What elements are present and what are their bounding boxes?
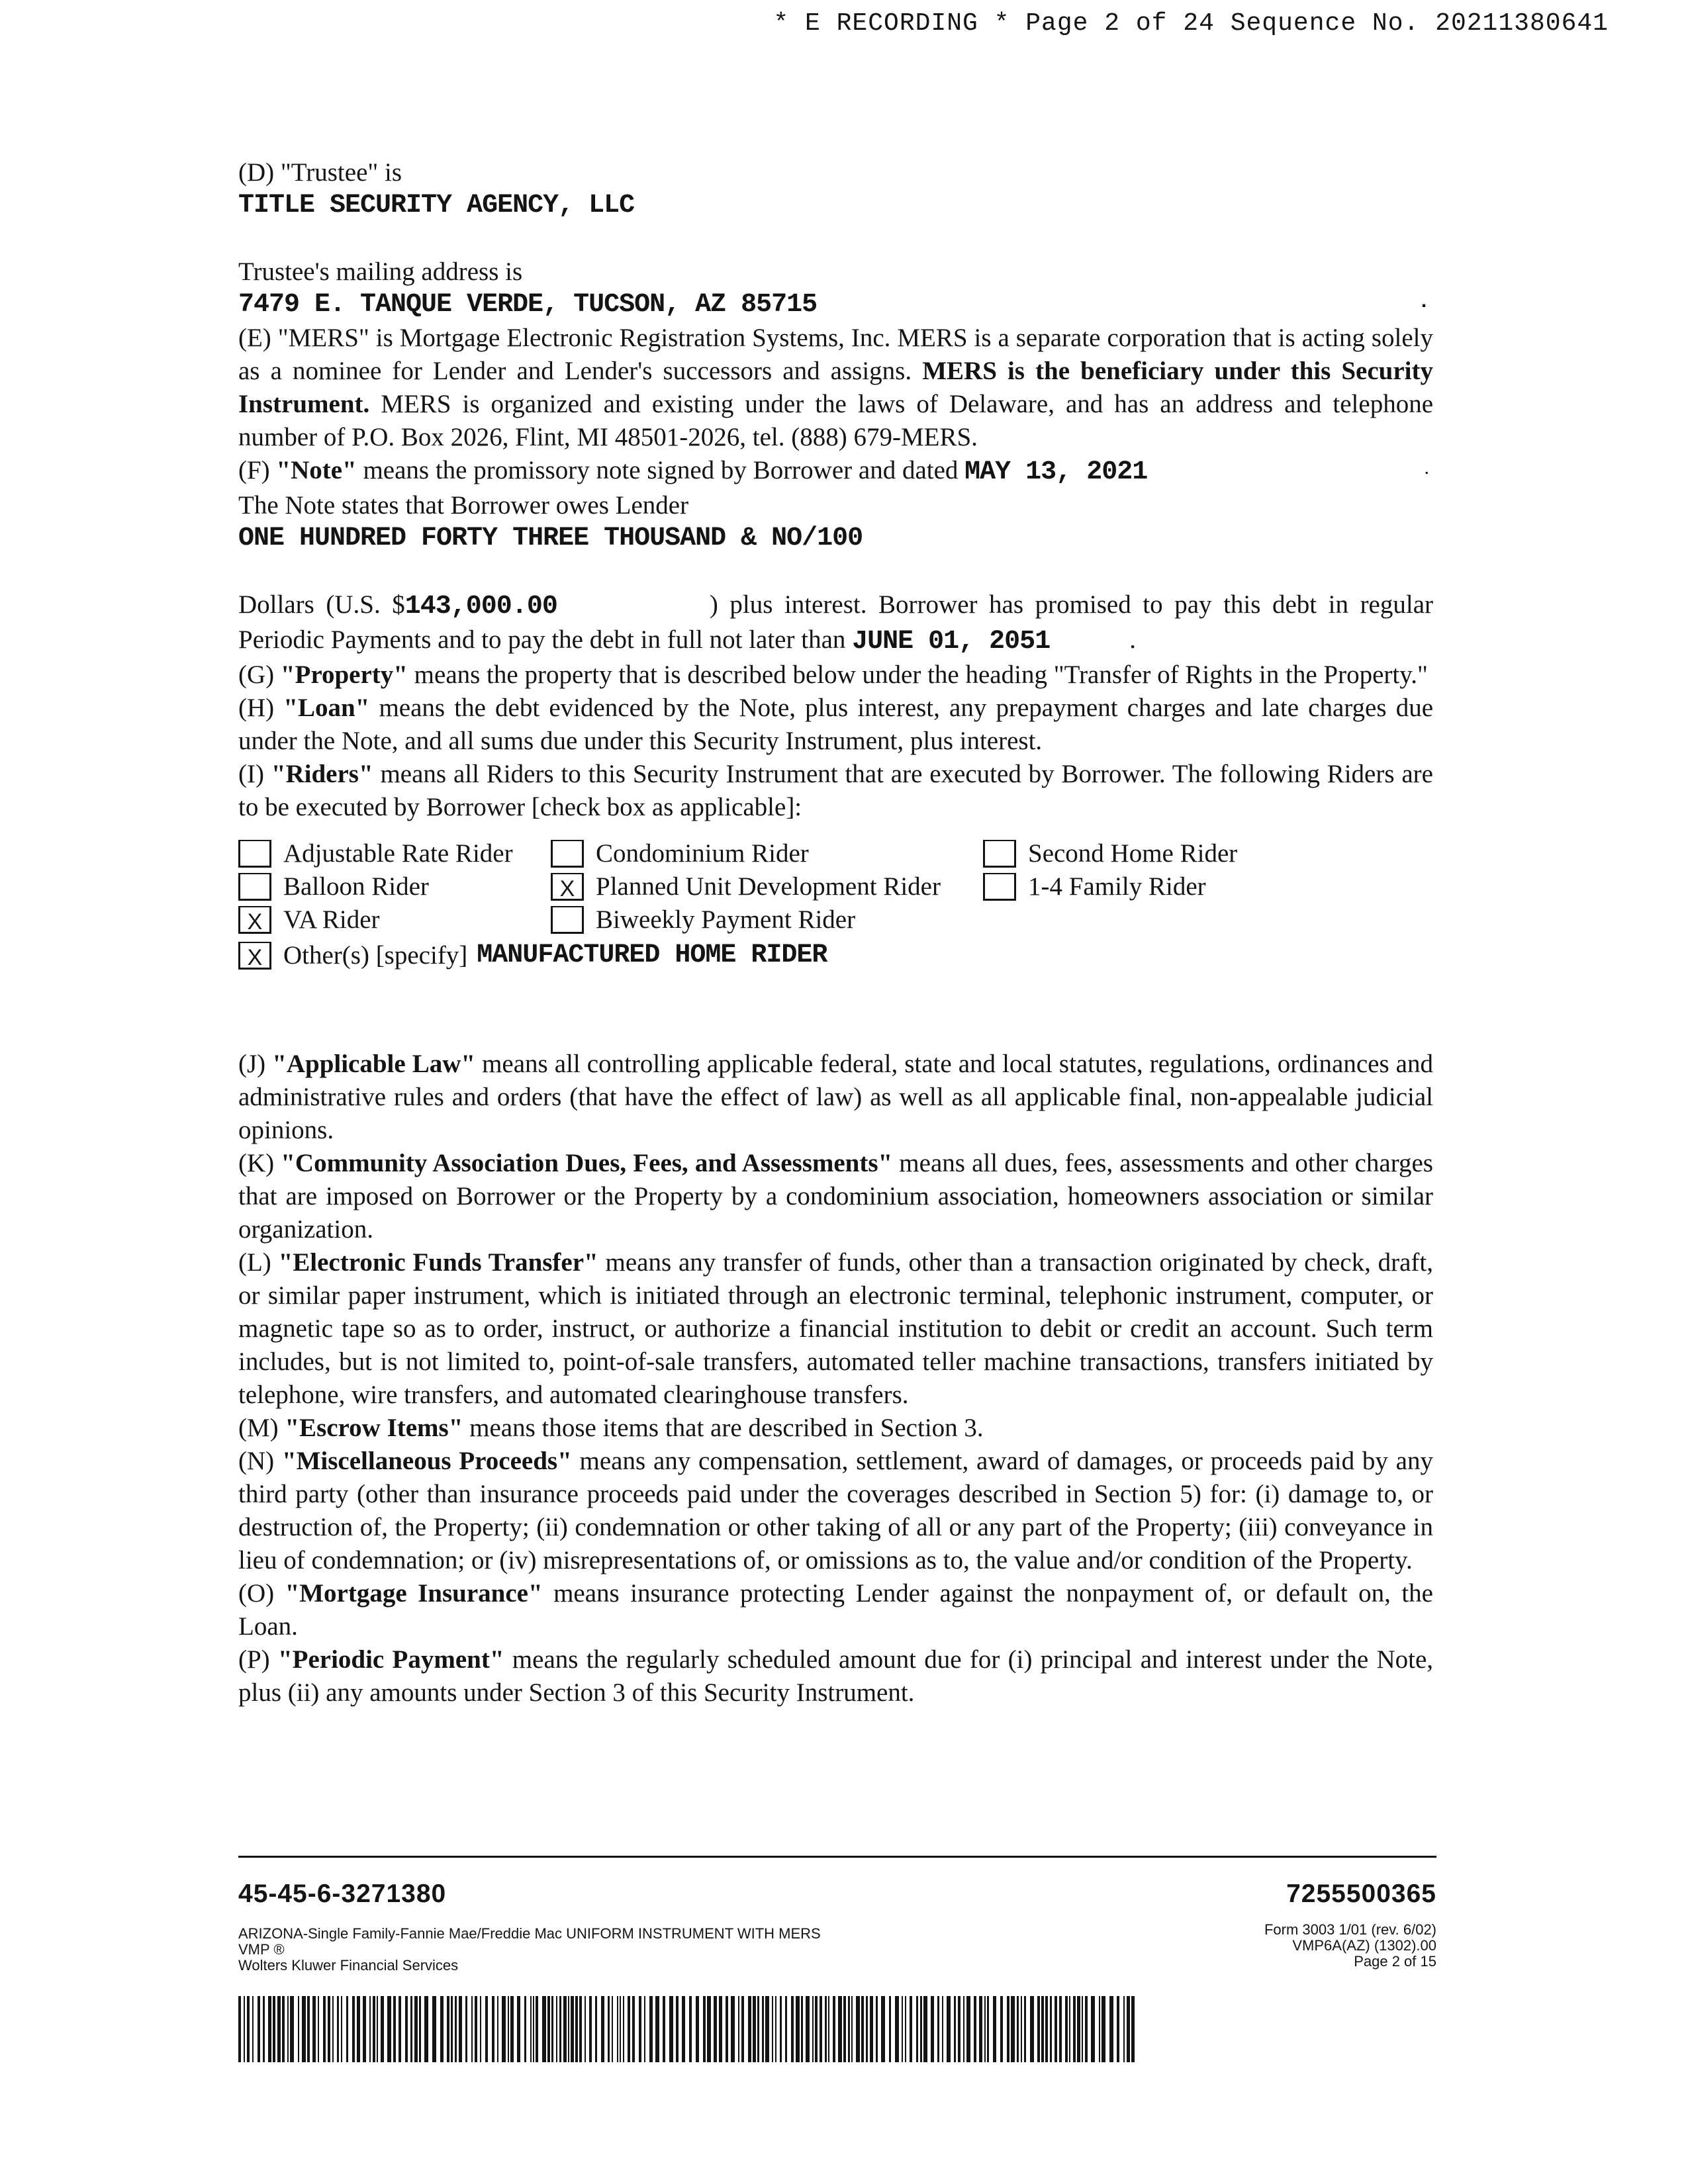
definition-text: means all controlling applicable federal, state and local statutes, regulations, ordinances and administrative rules and orders (that have the effect of law) as well as all applicable final, non-appealable judicial opinions. — [238, 1050, 1433, 1144]
barcode-bar — [497, 1996, 498, 2062]
barcode-bar — [703, 1996, 706, 2062]
barcode-bar — [1024, 1996, 1026, 2062]
barcode-bar — [332, 1996, 334, 2062]
barcode-bar — [1099, 1996, 1100, 2062]
barcode-bar — [923, 1996, 927, 2062]
barcode-bar — [533, 1996, 534, 2062]
barcode-bar — [663, 1996, 665, 2062]
barcode-bar — [856, 1996, 860, 2062]
barcode-bar — [738, 1996, 739, 2062]
definition-label: (N) — [238, 1447, 282, 1475]
form-identifier — [1264, 1922, 1436, 1970]
barcode-bar — [942, 1996, 943, 2062]
barcode-bar — [328, 1996, 330, 2062]
definition-label: (K) — [238, 1149, 281, 1177]
footer-line: Page 2 of 15 — [1354, 1953, 1436, 1970]
footer-line: Wolters Kluwer Financial Services — [238, 1957, 459, 1974]
barcode-bar — [341, 1996, 342, 2062]
definition-term: "Riders" — [271, 760, 373, 788]
definition-label: (P) — [238, 1645, 278, 1674]
barcode-bar — [676, 1996, 679, 2062]
definition-text: means insurance protecting Lender against the nonpayment of, or default on, the Loan. — [238, 1579, 1433, 1641]
maturity-end: . — [1129, 625, 1136, 654]
barcode-bar — [851, 1996, 853, 2062]
rider-option — [551, 870, 941, 903]
barcode-bar — [547, 1996, 550, 2062]
dollars-prefix: Dollars (U.S. $ — [238, 590, 405, 619]
barcode-bar — [931, 1996, 934, 2062]
barcode-bar — [1102, 1996, 1105, 2062]
barcode-bar — [1007, 1996, 1009, 2062]
barcode-bar — [302, 1996, 306, 2062]
definition-paragraph — [238, 1643, 1433, 1709]
definitions-top — [238, 659, 1433, 824]
barcode-bar — [377, 1996, 378, 2062]
barcode-bar — [1011, 1996, 1015, 2062]
barcode-bar — [465, 1996, 467, 2062]
barcode-bar — [731, 1996, 735, 2062]
barcode-bar — [741, 1996, 744, 2062]
barcode-bar — [889, 1996, 891, 2062]
barcode-bar — [424, 1996, 428, 2062]
rider-option — [551, 837, 809, 870]
definition-term: "Periodic Payment" — [277, 1645, 504, 1674]
barcode-bar — [399, 1996, 401, 2062]
rider-checkbox[interactable] — [551, 840, 584, 868]
footer-line: Form 3003 1/01 (rev. 6/02) — [1264, 1921, 1436, 1938]
barcode-bar — [405, 1996, 408, 2062]
barcode-bar — [1055, 1996, 1057, 2062]
rider-option — [238, 870, 429, 903]
note-owes: The Note states that Borrower owes Lender — [238, 491, 689, 520]
barcode-bar — [1021, 1996, 1022, 2062]
barcode-bar — [1085, 1996, 1088, 2062]
rider-specify-value: MANUFACTURED HOME RIDER — [477, 940, 827, 970]
definition-paragraph — [238, 1246, 1433, 1412]
definition-label: (G) — [238, 660, 281, 689]
definition-term: "Escrow Items" — [285, 1414, 463, 1442]
check-mark: X — [247, 909, 263, 934]
definition-paragraph — [238, 692, 1433, 758]
barcode-bar — [825, 1996, 827, 2062]
trustee-section — [238, 156, 1433, 322]
rider-label: Other(s) [specify] — [283, 941, 468, 970]
barcode-bar — [632, 1996, 635, 2062]
page-footer — [238, 1856, 1436, 1974]
barcode-bar — [247, 1996, 250, 2062]
barcode-bar — [238, 1996, 241, 2062]
barcode-bar — [290, 1996, 294, 2062]
barcode-bar — [714, 1996, 717, 2062]
barcode-bar — [579, 1996, 582, 2062]
barcode-bar — [524, 1996, 526, 2062]
rider-option — [238, 837, 513, 870]
barcode-bar — [1037, 1996, 1040, 2062]
definition-text: means the regularly scheduled amount due for (i) principal and interest under the Note, plus (ii) any amounts under Section 3 of this Security Instrument. — [238, 1645, 1434, 1707]
rider-checkbox[interactable] — [983, 840, 1016, 868]
barcode-bar — [669, 1996, 673, 2062]
note-amount: 143,000.00 — [404, 592, 557, 621]
rider-label: VA Rider — [283, 905, 380, 934]
rider-label: Adjustable Rate Rider — [283, 839, 513, 868]
barcode-bar — [753, 1996, 756, 2062]
barcode-bar — [796, 1996, 800, 2062]
barcode-bar — [542, 1996, 546, 2062]
rider-checkbox[interactable] — [551, 906, 584, 934]
note-date: MAY 13, 2021 — [964, 457, 1148, 487]
barcode-bar — [748, 1996, 751, 2062]
barcode-bar — [689, 1996, 692, 2062]
barcode-bar — [905, 1996, 906, 2062]
barcode-bar — [1069, 1996, 1070, 2062]
barcode-bar — [870, 1996, 873, 2062]
barcode-bar — [1041, 1996, 1044, 2062]
definition-paragraph — [238, 659, 1433, 692]
barcode-bar — [1045, 1996, 1048, 2062]
barcode-bar — [958, 1996, 961, 2062]
barcode-bar — [451, 1996, 453, 2062]
barcode-bar — [620, 1996, 621, 2062]
barcode-bar — [726, 1996, 728, 2062]
trustee-name: TITLE SECURITY AGENCY, LLC — [238, 191, 635, 220]
barcode-bar — [1109, 1996, 1113, 2062]
rider-checkbox[interactable] — [983, 873, 1016, 901]
barcode-bar — [559, 1996, 561, 2062]
rider-checkbox[interactable] — [238, 840, 271, 868]
barcode-bar — [987, 1996, 989, 2062]
definition-text: means the debt evidenced by the Note, plus interest, any prepayment charges and late charges due under the Note, and all sums due under this Security Instrument, plus interest. — [238, 694, 1433, 755]
rider-label: Biweekly Payment Rider — [596, 905, 856, 934]
definition-text: means all dues, fees, assessments and other charges that are imposed on Borrower or the Property by a condominium association, homeowners association or similar organization. — [238, 1149, 1433, 1244]
barcode-bar — [551, 1996, 553, 2062]
barcode-bar — [881, 1996, 885, 2062]
barcode-bar — [277, 1996, 281, 2062]
barcode-bar — [719, 1996, 722, 2062]
barcode-bar — [510, 1996, 514, 2062]
barcode-bar — [815, 1996, 818, 2062]
barcode-bar — [485, 1996, 488, 2062]
barcode-bar — [649, 1996, 653, 2062]
barcode-bar — [979, 1996, 982, 2062]
note-definition: (F) "Note" means the promissory note signed by Borrower and dated MAY 13, 2021 . — [238, 456, 1429, 487]
definition-term: "Miscellaneous Proceeds" — [281, 1447, 572, 1475]
document-body — [238, 156, 1433, 1709]
barcode-bar — [517, 1996, 520, 2062]
rider-label: Balloon Rider — [283, 872, 429, 901]
barcode-bar — [765, 1996, 769, 2062]
definition-label: (L) — [238, 1248, 279, 1277]
definition-term: "Mortgage Insurance" — [285, 1579, 543, 1608]
form-description — [238, 1926, 821, 1974]
definitions-list — [238, 1048, 1433, 1709]
definition-paragraph — [238, 1412, 1433, 1445]
note-maturity: JUNE 01, 2051 — [852, 627, 1051, 657]
barcode-bar — [866, 1996, 868, 2062]
rider-checkbox[interactable] — [238, 906, 271, 934]
barcode-bar — [571, 1996, 574, 2062]
barcode-bar — [432, 1996, 436, 2062]
barcode-bar — [757, 1996, 759, 2062]
barcode-bar — [1059, 1996, 1062, 2062]
barcode-bar — [963, 1996, 964, 2062]
mers-definition — [238, 322, 1433, 454]
barcode-bar — [419, 1996, 421, 2062]
rider-label: 1-4 Family Rider — [1028, 872, 1206, 901]
note-amount-line — [238, 588, 1433, 659]
definition-paragraph — [238, 1048, 1433, 1147]
barcode-bar — [273, 1996, 275, 2062]
barcode-bar — [1091, 1996, 1095, 2062]
barcode-bar — [861, 1996, 864, 2062]
barcode-bar — [447, 1996, 449, 2062]
reference-number: 7255500365 — [1286, 1880, 1436, 1908]
barcode-bar — [252, 1996, 254, 2062]
definition-label: (O) — [238, 1579, 285, 1608]
barcode-bar — [707, 1996, 711, 2062]
barcode-bar — [1082, 1996, 1083, 2062]
rider-option — [983, 870, 1206, 903]
barcode-bar — [910, 1996, 912, 2062]
barcode-bar — [828, 1996, 829, 2062]
barcode-bar — [644, 1996, 645, 2062]
barcode-bar — [337, 1996, 339, 2062]
barcode-bar — [318, 1996, 319, 2062]
definition-label: (I) — [238, 760, 271, 788]
barcode-bar — [492, 1996, 494, 2062]
barcode-bar — [258, 1996, 260, 2062]
barcode-bar — [414, 1996, 418, 2062]
barcode-bar — [357, 1996, 360, 2062]
note-term: "Note" — [276, 456, 357, 484]
definition-text: means any compensation, settlement, award of damages, or proceeds paid by any third party (other than insurance proceeds paid under the coverages described in Section 5) for: (i) damage to, or destruction of, the Property; (ii) condemnation or other taking of all or any part of the Property; (iii) conveyance in lieu of condemnation; or (iv) misrepresentations of, or omissions as to, the value and/or condition of the Property. — [238, 1447, 1433, 1574]
barcode-bar — [682, 1996, 685, 2062]
barcode-bar — [639, 1996, 641, 2062]
rider-checkbox[interactable] — [238, 873, 271, 901]
rider-option — [238, 939, 827, 972]
barcode-bar — [263, 1996, 265, 2062]
barcode-bar — [775, 1996, 776, 2062]
trustee-address: 7479 E. TANQUE VERDE, TUCSON, AZ 85715 . — [238, 290, 1429, 320]
definition-term: "Electronic Funds Transfer" — [278, 1248, 598, 1277]
barcode-bar — [323, 1996, 326, 2062]
check-mark: X — [559, 876, 575, 901]
barcode-bar — [966, 1996, 970, 2062]
barcode-bar — [954, 1996, 956, 2062]
barcode-bar — [1073, 1996, 1076, 2062]
note-text: means the promissory note signed by Borrower and dated — [356, 456, 965, 484]
definition-paragraph — [238, 758, 1433, 824]
riders-checklist — [238, 837, 1433, 975]
trustee-mailing-label: Trustee's mailing address is — [238, 257, 523, 286]
footer-line: VMP6A(AZ) (1302).00 — [1292, 1937, 1436, 1954]
definition-term: "Applicable Law" — [272, 1050, 476, 1078]
barcode-bar — [820, 1996, 822, 2062]
barcode-bar — [575, 1996, 578, 2062]
barcode-bar — [833, 1996, 835, 2062]
barcode-bar — [282, 1996, 285, 2062]
barcode-image — [238, 1996, 1135, 2062]
barcode-bar — [780, 1996, 782, 2062]
mers-lead: (E) "MERS" is Mortgage Electronic Registration Systems, Inc. MERS is a separate corporation that is acting solely as a nominee for Lender and Lender's successors and assigns. — [238, 324, 1433, 385]
barcode-bar — [298, 1996, 299, 2062]
barcode-bar — [502, 1996, 506, 2062]
barcode-bar — [895, 1996, 899, 2062]
barcode-bar — [1017, 1996, 1019, 2062]
barcode-bar — [589, 1996, 592, 2062]
dollars-suffix: ) plus interest. Borrower has promised to pay this debt in regular Periodic Payments and to pay the debt in full not later than — [238, 590, 1434, 654]
barcode-bar — [916, 1996, 918, 2062]
barcode-bar — [475, 1996, 477, 2062]
trustee-heading: (D) "Trustee" is — [238, 158, 402, 187]
barcode-bar — [352, 1996, 355, 2062]
barcode-bar — [369, 1996, 371, 2062]
barcode-bar — [563, 1996, 567, 2062]
barcode-bar — [947, 1996, 951, 2062]
barcode-bar — [791, 1996, 794, 2062]
barcode-bar — [628, 1996, 630, 2062]
loan-number: 45-45-6-3271380 — [238, 1880, 447, 1908]
barcode-bar — [1123, 1996, 1125, 2062]
note-label: (F) — [238, 456, 277, 484]
note-amount-words: ONE HUNDRED FORTY THREE THOUSAND & NO/100 — [238, 523, 863, 553]
barcode-bar — [471, 1996, 473, 2062]
barcode-bar — [373, 1996, 375, 2062]
barcode-bar — [876, 1996, 878, 2062]
definition-text: means any transfer of funds, other than a transaction originated by check, draft, or similar paper instrument, which is initiated through an electronic terminal, telephonic instrument, computer, or magnetic tape so as to order, instruct, or authorize a financial institution to debit or credit an account. Such term includes, but is not limited to, point-of-sale transfers, automated teller machine transactions, transfers initiated by telephone, wire transfers, and automated clearinghouse transfers. — [238, 1248, 1433, 1409]
barcode-bar — [363, 1996, 366, 2062]
barcode-bar — [595, 1996, 597, 2062]
barcode-bar — [459, 1996, 462, 2062]
definition-paragraph — [238, 1445, 1433, 1577]
rider-option — [238, 903, 380, 936]
definition-label: (J) — [238, 1050, 273, 1078]
barcode-bar — [937, 1996, 939, 2062]
rider-option — [551, 903, 855, 936]
barcode-bar — [696, 1996, 699, 2062]
trustee-address-value: 7479 E. TANQUE VERDE, TUCSON, AZ 85715 — [238, 290, 818, 320]
mers-rest: MERS is organized and existing under the laws of Delaware, and has an address and telephone number of P.O. Box 2026, Flint, MI 48501-2026, tel. (888) 679-MERS. — [238, 390, 1434, 451]
definition-text: means the property that is described below under the heading "Transfer of Rights in the Property." — [407, 660, 1428, 689]
barcode-bar — [1127, 1996, 1130, 2062]
barcode-bar — [287, 1996, 289, 2062]
barcode-bar — [393, 1996, 396, 2062]
definition-text: means all Riders to this Security Instrument that are executed by Borrower. The following Riders are to be executed by Borrower [check box as applicable]: — [238, 760, 1433, 821]
barcode-bar — [508, 1996, 509, 2062]
barcode-bar — [1065, 1996, 1068, 2062]
barcode-bar — [801, 1996, 803, 2062]
footer-rule — [238, 1856, 1436, 1858]
rider-option — [983, 837, 1237, 870]
barcode-bar — [346, 1996, 348, 2062]
barcode-bar — [812, 1996, 814, 2062]
barcode-bar — [806, 1996, 810, 2062]
barcode-bar — [387, 1996, 391, 2062]
barcode-bar — [993, 1996, 996, 2062]
barcode-bar — [1050, 1996, 1052, 2062]
barcode-bar — [838, 1996, 842, 2062]
footer-line: VMP ® — [238, 1941, 285, 1958]
barcode-bar — [307, 1996, 310, 2062]
barcode-bar — [1000, 1996, 1003, 2062]
barcode-bar — [655, 1996, 659, 2062]
barcode-bar — [268, 1996, 271, 2062]
barcode-bar — [312, 1996, 316, 2062]
barcode-bar — [623, 1996, 624, 2062]
definition-term: "Community Association Dues, Fees, and Assessments" — [281, 1149, 893, 1177]
definition-paragraph — [238, 1577, 1433, 1643]
barcode-bar — [1131, 1996, 1135, 2062]
barcode-bar — [1117, 1996, 1119, 2062]
barcode-bar — [585, 1996, 586, 2062]
barcode-bar — [381, 1996, 384, 2062]
definition-text: means those items that are described in Section 3. — [463, 1414, 984, 1442]
definition-label: (M) — [238, 1414, 285, 1442]
barcode-bar — [617, 1996, 618, 2062]
barcode-bar — [785, 1996, 787, 2062]
barcode-bar — [1030, 1996, 1034, 2062]
barcode-bar — [920, 1996, 922, 2062]
rider-label: Planned Unit Development Rider — [596, 872, 941, 901]
barcode-bar — [601, 1996, 604, 2062]
definition-paragraph — [238, 1147, 1433, 1246]
barcode-bar — [762, 1996, 764, 2062]
barcode-bar — [984, 1996, 986, 2062]
barcode-bar — [530, 1996, 532, 2062]
definition-term: "Loan" — [283, 694, 370, 722]
barcode-bar — [410, 1996, 412, 2062]
barcode-bar — [902, 1996, 903, 2062]
barcode-bar — [244, 1996, 245, 2062]
barcode-bar — [536, 1996, 538, 2062]
barcode-bar — [568, 1996, 569, 2062]
barcode-bar — [1077, 1996, 1080, 2062]
rider-checkbox[interactable] — [238, 942, 271, 970]
barcode-bar — [772, 1996, 773, 2062]
rider-checkbox[interactable] — [551, 873, 584, 901]
definition-label: (H) — [238, 694, 284, 722]
barcode-bar — [455, 1996, 457, 2062]
barcode-bar — [974, 1996, 976, 2062]
barcode-bar — [612, 1996, 613, 2062]
barcode-bar — [848, 1996, 850, 2062]
recording-stamp: * E RECORDING * Page 2 of 24 Sequence No. 20211380641 — [773, 9, 1609, 38]
barcode-bar — [608, 1996, 610, 2062]
mers-bold: MERS is the beneficiary under this Security Instrument. — [238, 357, 1433, 418]
barcode-bar — [440, 1996, 444, 2062]
rider-label: Condominium Rider — [596, 839, 809, 868]
barcode-bar — [480, 1996, 481, 2062]
footer-line: ARIZONA-Single Family-Fannie Mae/Freddie Mac UNIFORM INSTRUMENT WITH MERS — [238, 1925, 821, 1942]
check-mark: X — [247, 945, 263, 970]
barcode-bar — [556, 1996, 557, 2062]
rider-label: Second Home Rider — [1028, 839, 1238, 868]
barcode-bar — [843, 1996, 846, 2062]
definition-term: "Property" — [280, 660, 408, 689]
